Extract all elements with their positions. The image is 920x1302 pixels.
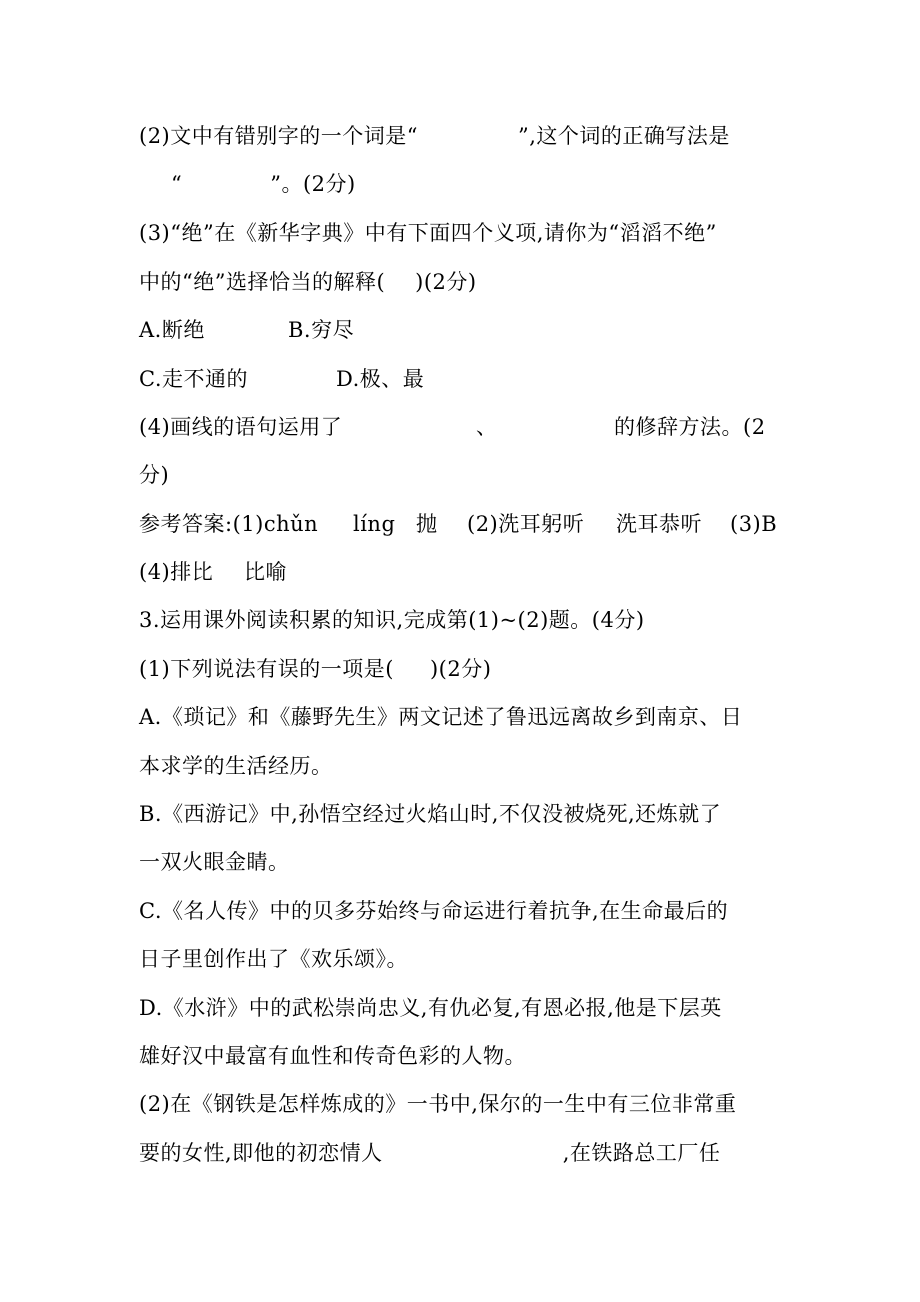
q2-part3-line1: (3)“绝”在《新华字典》中有下面四个义项,请你为“滔滔不绝” <box>139 221 717 245</box>
answer-line2-a: (4)排比 <box>139 560 214 584</box>
q3-option-d-line1: D.《水浒》中的武松崇尚忠义,有仇必复,有恩必报,他是下层英 <box>139 996 722 1020</box>
q3-part2-line1: (2)在《钢铁是怎样炼成的》一书中,保尔的一生中有三位非常重 <box>139 1092 737 1116</box>
q3-option-b-line1: B.《西游记》中,孙悟空经过火焰山时,不仅没被烧死,还炼就了 <box>139 802 722 826</box>
q3-part2-line2 <box>139 1139 720 1167</box>
q3-option-b-line2: 一双火眼金睛。 <box>139 850 290 874</box>
q3-part1-text-a: (1)下列说法有误的一项是( <box>139 657 394 681</box>
q2-option-a: A.断绝 <box>139 318 205 342</box>
q2-part2-text-a: (2)文中有错别字的一个词是“ <box>139 124 418 148</box>
q3-option-a-line1: A.《琐记》和《藤野先生》两文记述了鲁迅远离故乡到南京、日 <box>139 705 743 729</box>
answer-line2-b: 比喻 <box>244 560 287 584</box>
answer-line1-p2: líng <box>353 512 396 536</box>
answer-line1-label: 参考答案:(1)chǔn <box>139 512 319 536</box>
q3-option-d-line2: 雄好汉中最富有血性和传奇色彩的人物。 <box>139 1044 526 1068</box>
q2-part3-line2 <box>139 268 477 296</box>
q3-part2-text-a: 要的女性,即他的初恋情人 <box>139 1141 383 1165</box>
q2-option-c: C.走不通的 <box>139 367 248 391</box>
q3-part2-text-b: ,在铁路总工厂任 <box>562 1141 721 1165</box>
q3-part1 <box>139 655 491 683</box>
q2-option-d: D.极、最 <box>336 367 425 391</box>
q3-part1-text-b: )(2分) <box>429 657 492 681</box>
q2-part2-line2 <box>171 170 356 198</box>
answer-line1-p5: 洗耳恭听 <box>616 512 702 536</box>
q2-option-b: B.穷尽 <box>288 318 355 342</box>
q3-option-c-line2: 日子里创作出了《欢乐颂》。 <box>139 947 408 971</box>
q2-part4-line1-b: 、 <box>476 415 498 439</box>
q3-heading: 3.运用课外阅读积累的知识,完成第(1)~(2)题。(4分) <box>139 608 645 632</box>
q2-part3-text-a: 中的“绝”选择恰当的解释( <box>139 270 386 294</box>
answer-line1-p4: (2)洗耳躬听 <box>467 512 585 536</box>
q2-part4-line2: 分) <box>139 463 170 487</box>
q3-option-a-line2: 本求学的生活经历。 <box>139 754 333 778</box>
q2-part3-text-b: )(2分) <box>415 270 477 294</box>
q2-part2-points: ”。(2分) <box>270 172 356 196</box>
answer-line1-p6: (3)B <box>730 512 778 536</box>
q2-part2-quote-open: “ <box>171 172 183 196</box>
q3-option-c-line1: C.《名人传》中的贝多芬始终与命运进行着抗争,在生命最后的 <box>139 899 729 923</box>
q2-part4-line1-a: (4)画线的语句运用了 <box>139 415 343 439</box>
q2-part4-line1-c: 的修辞方法。(2 <box>614 415 766 439</box>
answer-line1-p3: 抛 <box>416 512 438 536</box>
q2-part2-text-b: ”,这个词的正确写法是 <box>517 124 730 148</box>
q2-part2-line1 <box>139 122 730 150</box>
